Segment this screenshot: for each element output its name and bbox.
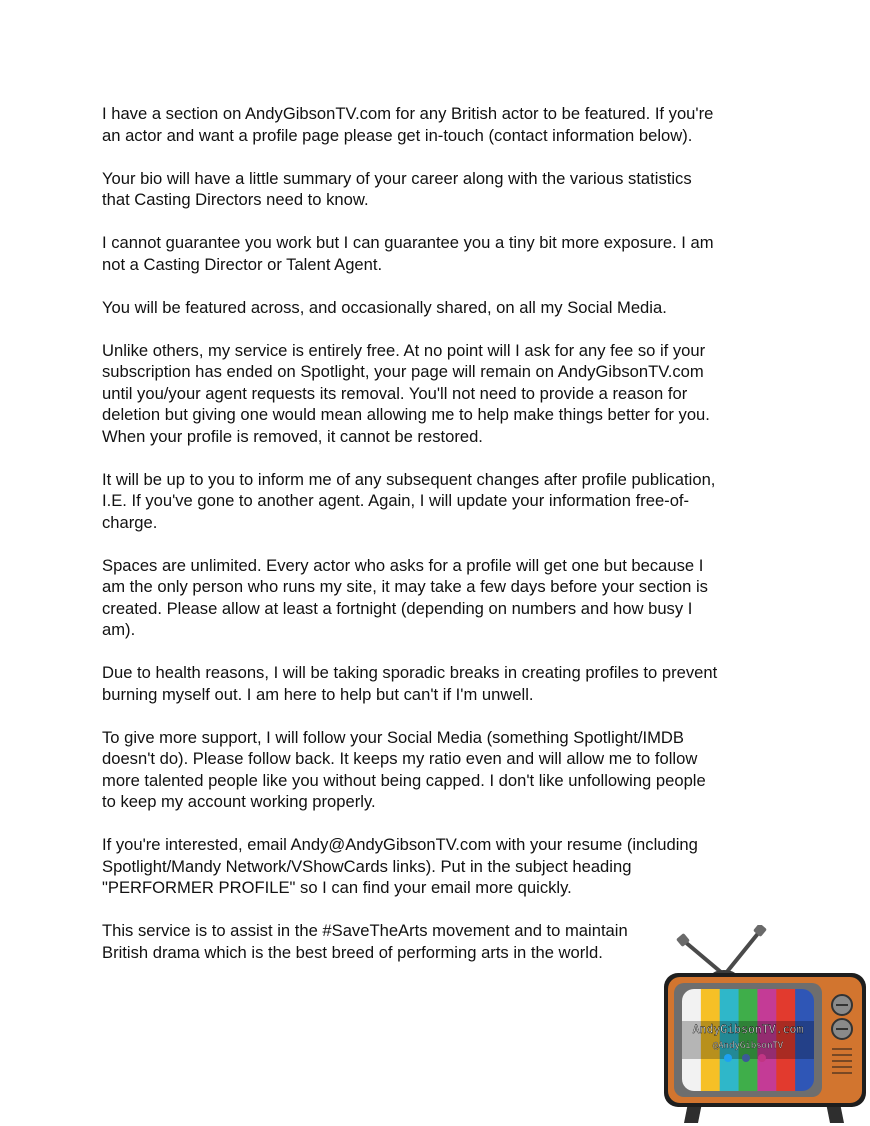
text-line: British drama which is the best breed of performing arts in the world. (102, 942, 603, 962)
social-icons (724, 1054, 766, 1062)
text-line: This service is to assist in the #SaveTheArts movement and to maintain (102, 921, 628, 940)
text-line: If you're interested, email Andy@AndyGibsonTV.com with your resume (including (102, 835, 698, 854)
paragraph (102, 232, 782, 275)
text-line: I.E. If you've gone to another agent. Again, I will update your information free-of- (102, 491, 690, 510)
paragraph (102, 297, 782, 319)
text-line: burning myself out. I am here to help but can't if I'm unwell. (102, 684, 534, 704)
text-line: I have a section on AndyGibsonTV.com for any British actor to be featured. If you're (102, 104, 714, 123)
text-line: doesn't do). Please follow back. It keeps my ratio even and will allow me to follow (102, 749, 698, 768)
paragraph (102, 103, 782, 146)
paragraph (102, 662, 782, 705)
paragraph (102, 168, 782, 211)
paragraph (102, 727, 782, 813)
paragraph (102, 469, 782, 534)
text-line: When your profile is removed, it cannot be restored. (102, 426, 483, 446)
text-line: charge. (102, 512, 158, 532)
text-line: I cannot guarantee you work but I can guarantee you a tiny bit more exposure. I am (102, 233, 714, 252)
text-line: deletion but giving one would mean allowing me to help make things better for you. (102, 405, 710, 424)
text-line: that Casting Directors need to know. (102, 190, 369, 209)
tv-antenna (676, 925, 767, 980)
text-line: Spotlight/Mandy Network/VShowCards links). Put in the subject heading (102, 856, 632, 876)
text-line: created. Please allow at least a fortnight (depending on numbers and how busy I (102, 598, 693, 618)
text-line: not a Casting Director or Talent Agent. (102, 254, 383, 274)
document-body (102, 103, 782, 985)
facebook-icon (742, 1054, 750, 1062)
text-line: an actor and want a profile page please get in-touch (contact information below). (102, 125, 693, 145)
text-line: subscription has ended on Spotlight, your page will remain on AndyGibsonTV.com (102, 362, 704, 381)
logo-site-text: AndyGibsonTV.com (692, 1022, 804, 1036)
text-line: more talented people like you without being capped. I don't like unfollowing people (102, 770, 706, 790)
text-line: Unlike others, my service is entirely free. At no point will I ask for any fee so if your (102, 340, 706, 360)
text-line: am the only person who runs my site, it may take a few days before your section is (102, 577, 708, 596)
twitter-icon (724, 1054, 732, 1062)
paragraph (102, 340, 782, 448)
text-line: It will be up to you to inform me of any subsequent changes after profile publication, (102, 469, 716, 489)
retro-tv-logo-icon (660, 925, 870, 1126)
instagram-icon (758, 1054, 766, 1062)
text-line: until you/your agent requests its removal. You'll not need to provide a reason for (102, 383, 688, 403)
text-line: You will be featured across, and occasionally shared, on all my Social Media. (102, 297, 667, 317)
paragraph (102, 834, 782, 899)
text-line: Due to health reasons, I will be taking sporadic breaks in creating profiles to prevent (102, 663, 718, 682)
tv-knobs (832, 995, 852, 1073)
text-line: To give more support, I will follow your Social Media (something Spotlight/IMDB (102, 727, 684, 747)
text-line: Your bio will have a little summary of your career along with the various statistics (102, 168, 692, 188)
text-line: "PERFORMER PROFILE" so I can find your email more quickly. (102, 878, 572, 897)
text-line: am). (102, 620, 136, 639)
text-line: Spaces are unlimited. Every actor who asks for a profile will get one but because I (102, 555, 704, 575)
logo-handle-text: @AndyGibsonTV (712, 1041, 784, 1051)
text-line: to keep my account working properly. (102, 792, 376, 811)
paragraph (102, 555, 782, 641)
